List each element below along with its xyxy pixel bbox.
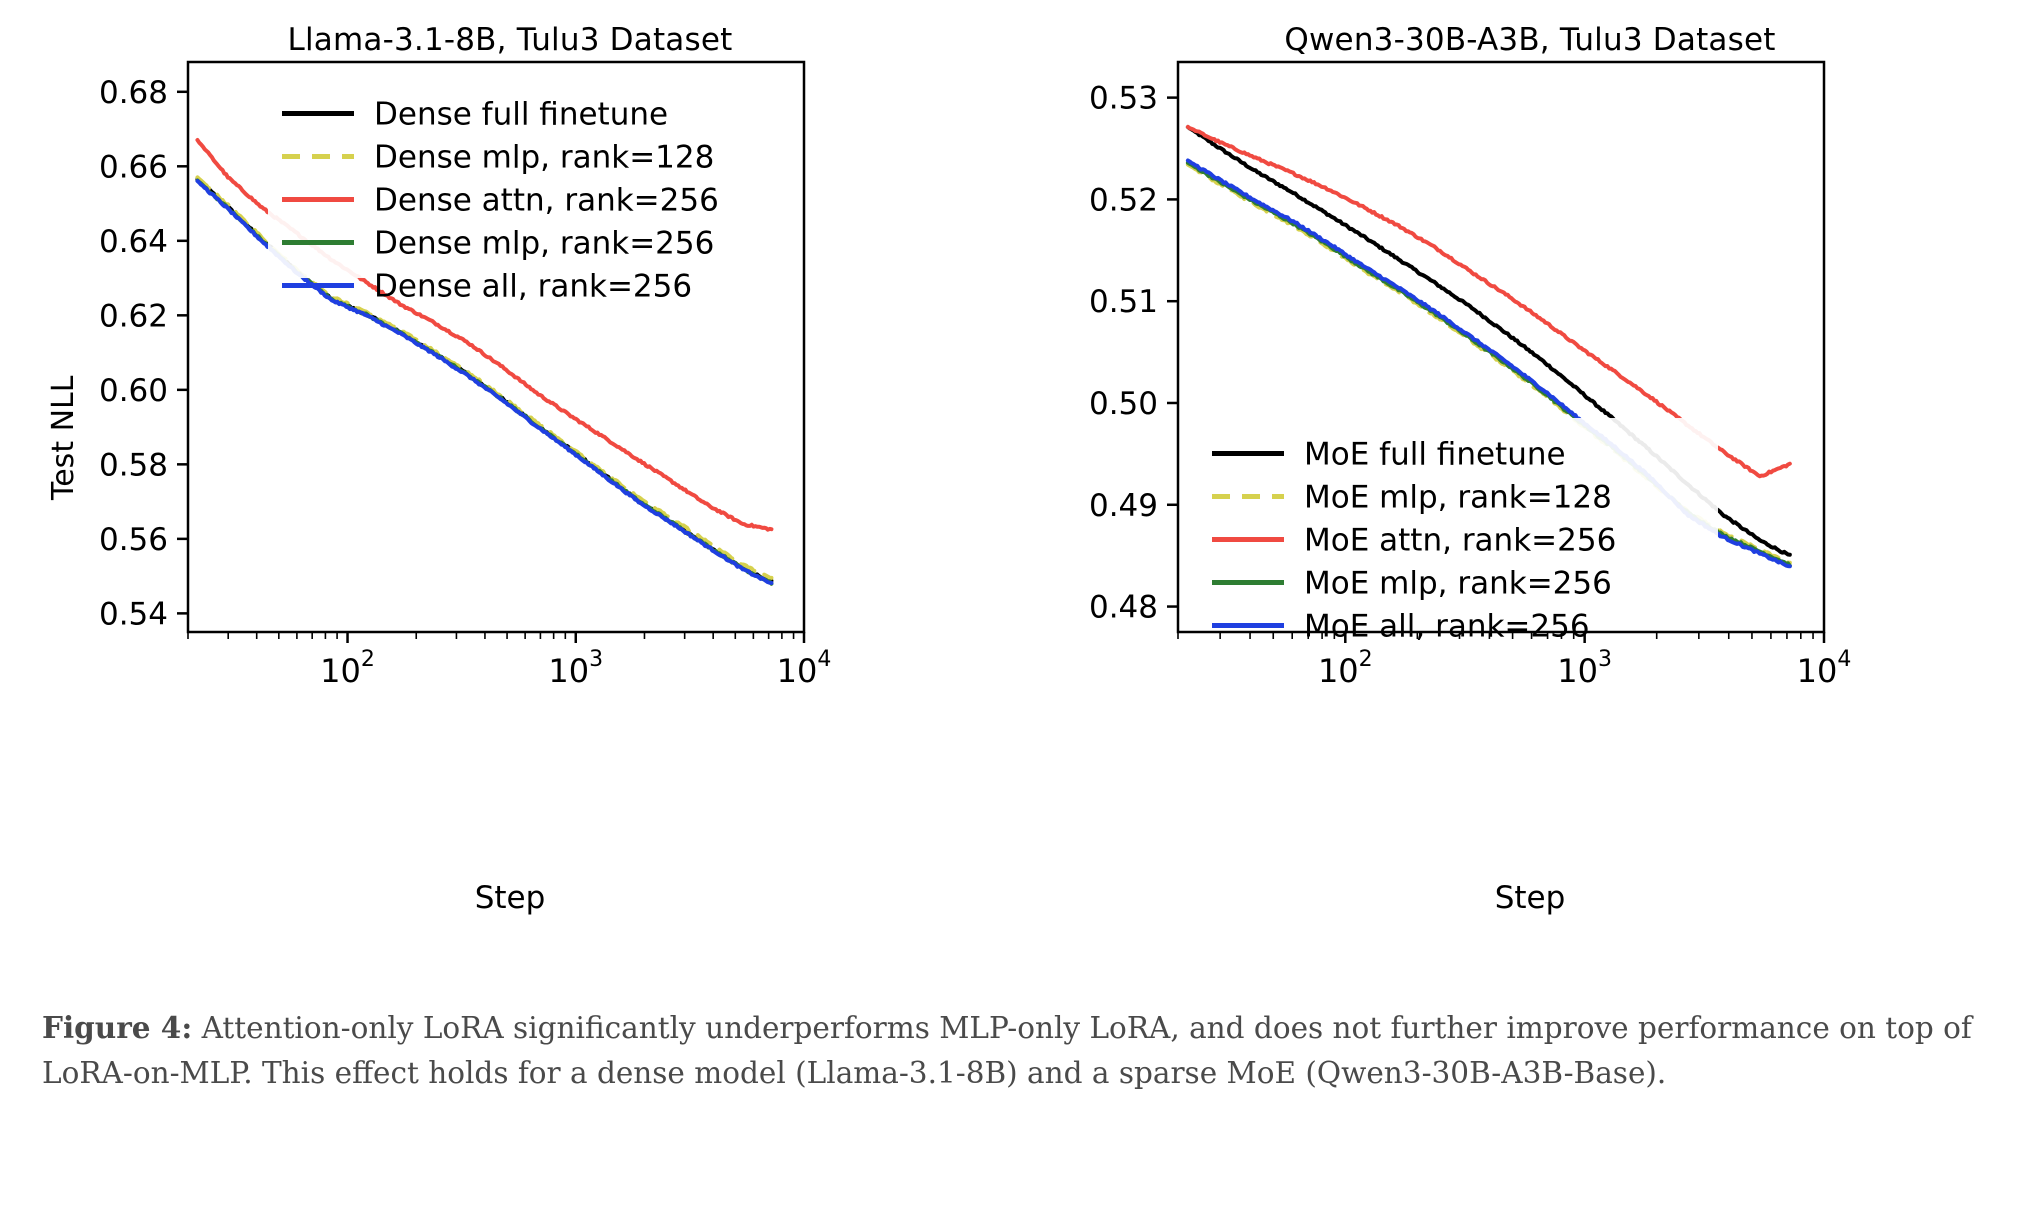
- svg-text:0.68: 0.68: [98, 74, 168, 111]
- svg-text:0.50: 0.50: [1088, 385, 1158, 422]
- legend-label: Dense mlp, rank=128: [374, 139, 715, 176]
- svg-text:0.51: 0.51: [1088, 284, 1158, 321]
- figure-caption: [42, 1005, 1992, 1096]
- svg-text:0.66: 0.66: [98, 149, 168, 186]
- chart-panel-qwen: [1030, 0, 2030, 960]
- svg-text:102: $10^2$: [320, 647, 375, 690]
- figure-caption-label: Figure 4:: [42, 1010, 193, 1045]
- svg-text:104: $10^4$: [776, 647, 832, 690]
- legend-label: MoE attn, rank=256: [1304, 522, 1617, 559]
- svg-text:0.58: 0.58: [98, 447, 168, 484]
- svg-text:0.54: 0.54: [98, 596, 168, 633]
- legend-label: Dense all, rank=256: [374, 268, 693, 305]
- legend-label: MoE all, rank=256: [1304, 608, 1590, 645]
- legend-label: MoE mlp, rank=256: [1304, 565, 1612, 602]
- svg-text:0.56: 0.56: [98, 521, 168, 558]
- figure-caption-text: Attention-only LoRA significantly underperforms MLP-only LoRA, and does not further improve performance on top of LoRA-on-MLP. This effect holds for a dense model (Llama-3.1-8B) and a sparse MoE (Qwen3-30B-A3B-Base).: [42, 1011, 1972, 1090]
- svg-text:104: $10^4$: [1796, 647, 1852, 690]
- svg-text:0.49: 0.49: [1088, 487, 1158, 524]
- svg-text:0.48: 0.48: [1088, 589, 1158, 626]
- chart-title-llama: Llama-3.1-8B, Tulu3 Dataset: [287, 22, 733, 58]
- legend-label: Dense full finetune: [374, 96, 669, 133]
- svg-text:102: $10^2$: [1317, 647, 1373, 690]
- legend-label: MoE mlp, rank=128: [1304, 479, 1612, 516]
- svg-text:103: $10^3$: [548, 647, 604, 690]
- svg-text:0.60: 0.60: [98, 372, 168, 409]
- svg-text:103: $10^3$: [1557, 647, 1613, 690]
- plot-area-qwen: [1030, 0, 2030, 960]
- legend-label: Dense mlp, rank=256: [374, 225, 715, 262]
- x-axis-label-qwen: Step: [1494, 880, 1566, 916]
- legend-label: MoE full finetune: [1304, 436, 1566, 473]
- legend-label: Dense attn, rank=256: [374, 182, 719, 219]
- plot-area-llama: [10, 0, 1010, 960]
- x-axis-label-llama: Step: [474, 880, 546, 916]
- svg-text:0.52: 0.52: [1088, 182, 1158, 219]
- svg-text:0.62: 0.62: [98, 298, 168, 335]
- y-axis-label-llama: Test NLL: [46, 375, 81, 500]
- chart-panel-llama: [10, 0, 1010, 960]
- svg-text:0.64: 0.64: [98, 223, 168, 260]
- svg-text:0.53: 0.53: [1088, 80, 1158, 117]
- chart-title-qwen: Qwen3-30B-A3B, Tulu3 Dataset: [1284, 22, 1776, 58]
